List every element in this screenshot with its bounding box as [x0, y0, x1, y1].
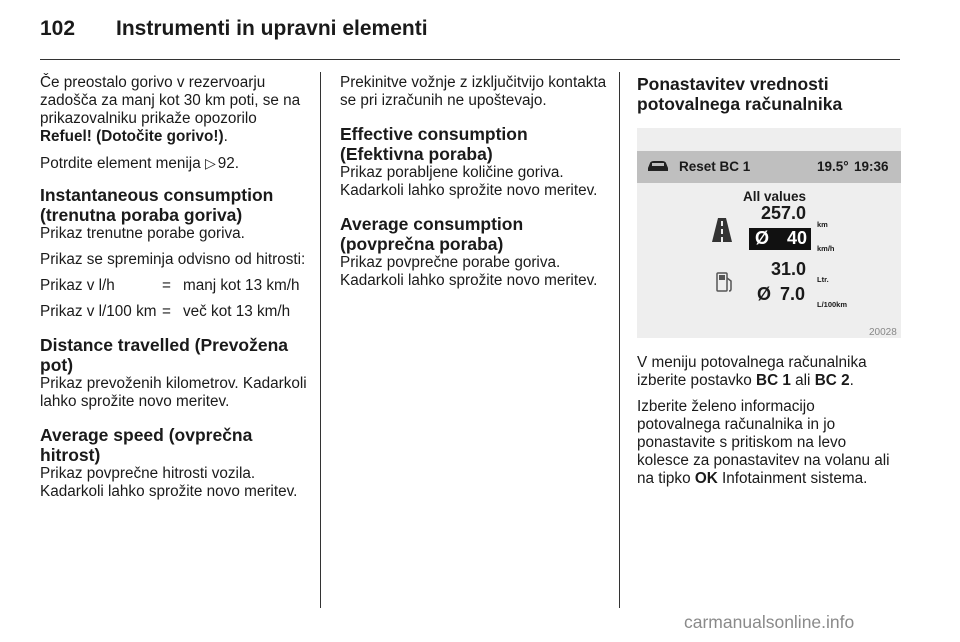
average-speed-value: 40: [786, 228, 807, 248]
clock-readout: 19:36: [854, 159, 889, 174]
car-icon: [646, 160, 670, 172]
consumption-unit: L/100km: [817, 300, 848, 309]
definition-term: Prikaz v l/h: [40, 277, 115, 294]
heading-instantaneous-consumption: Instantaneous consumption (trenutna poraba goriva): [40, 185, 274, 225]
column-divider-2: [619, 72, 620, 608]
reset-bc-label: Reset BC 1: [679, 159, 751, 174]
average-speed-highlight: [749, 228, 811, 250]
instantaneous-speed-note: Prikaz se spreminja odvisno od hitrosti:: [40, 251, 306, 268]
watermark: carmanualsonline.info: [684, 612, 855, 632]
page-header: [40, 17, 428, 47]
fuel-warning-period: .: [223, 128, 228, 145]
header-rule: [40, 59, 900, 60]
heading-distance-travelled: Distance travelled (Prevožena pot): [40, 335, 289, 375]
distance-unit: km: [817, 220, 828, 229]
column-divider-1: [320, 72, 321, 608]
definition-value: več kot 13 km/h: [183, 303, 291, 320]
column-2: [340, 74, 608, 298]
reset-instructions-text: Izberite želeno informacijo potovalnega računalnika in jo ponastavite s pritiskom na levo kolesce za ponastavitev na volanu ali na tipko: [637, 398, 890, 487]
select-bc-text: V meniju potovalnega računalnika izberite postavko: [637, 354, 867, 389]
average-consumption-description: Prikaz povprečne porabe goriva. Kadarkoli lahko sprožite novo meritev.: [340, 254, 598, 289]
fuel-used-unit: Ltr.: [817, 275, 829, 284]
speed-unit: km/h: [817, 244, 835, 253]
page-number: 102: [40, 17, 76, 40]
refuel-warning-label: Refuel! (Dotočite gorivo!): [40, 128, 224, 145]
ignition-note: Prekinitve vožnje z izključitvijo kontakta se pri izračunih ne upoštevajo.: [340, 74, 607, 109]
road-icon: [712, 218, 732, 242]
heading-average-consumption: Average consumption (povprečna poraba): [340, 214, 524, 254]
bc1-label: BC 1: [756, 372, 791, 389]
page-reference-link[interactable]: 92.: [217, 155, 239, 172]
fuel-pump-icon: [716, 271, 734, 293]
infotainment-text: Infotainment sistema.: [722, 470, 868, 487]
fuel-used-value: 31.0: [771, 259, 807, 279]
definition-value: manj kot 13 km/h: [183, 277, 300, 294]
definition-row: [40, 277, 308, 295]
or-word: ali: [795, 372, 811, 389]
all-values-label: All values: [743, 189, 807, 204]
definition-row: [40, 303, 308, 321]
column-1: [40, 74, 308, 509]
fuel-warning-text: Če preostalo gorivo v rezervoarju zadošča za manj kot 30 km poti, se na prikazovalniku prikaže opozorilo: [40, 74, 301, 127]
definition-equals: =: [162, 277, 171, 294]
heading-reset-trip-computer: Ponastavitev vrednosti potovalnega računalnika: [637, 74, 843, 114]
effective-description: Prikaz porabljene količine goriva. Kadarkoli lahko sprožite novo meritev.: [340, 164, 598, 199]
fuel-warning-paragraph: [40, 74, 308, 146]
average-consumption-value: 7.0: [780, 284, 806, 304]
column-3: [637, 74, 901, 496]
bc2-label: BC 2: [814, 372, 850, 389]
average-symbol: Ø: [755, 228, 770, 248]
confirm-menu-text: Potrdite element menija: [40, 155, 201, 172]
confirm-menu-paragraph: [40, 154, 308, 173]
trip-computer-display-figure: [637, 128, 901, 338]
average-symbol: Ø: [757, 284, 772, 304]
reset-instructions-paragraph: [637, 398, 901, 488]
heading-effective-consumption: Effective consumption (Efektivna poraba): [340, 124, 528, 164]
distance-description: Prikaz prevoženih kilometrov. Kadarkoli lahko sprožite novo meritev.: [40, 375, 307, 410]
page-reference-arrow-icon: ▷: [204, 155, 216, 171]
temperature-readout: 19.5°: [817, 159, 849, 174]
figure-code: 20028: [869, 327, 897, 338]
select-bc-paragraph: [637, 354, 901, 390]
definition-term: Prikaz v l/100 km: [40, 303, 157, 320]
display-header-bar: [637, 151, 901, 183]
instantaneous-description: Prikaz trenutne porabe goriva.: [40, 225, 245, 242]
select-bc-period: .: [849, 372, 854, 389]
heading-average-speed: Average speed (ovprečna hitrost): [40, 425, 253, 465]
definition-equals: =: [162, 303, 171, 320]
ok-key-label: OK: [694, 470, 718, 487]
page-title: Instrumenti in upravni elementi: [116, 17, 428, 40]
average-speed-description: Prikaz povprečne hitrosti vozila. Kadarkoli lahko sprožite novo meritev.: [40, 465, 298, 500]
distance-value: 257.0: [761, 203, 807, 223]
